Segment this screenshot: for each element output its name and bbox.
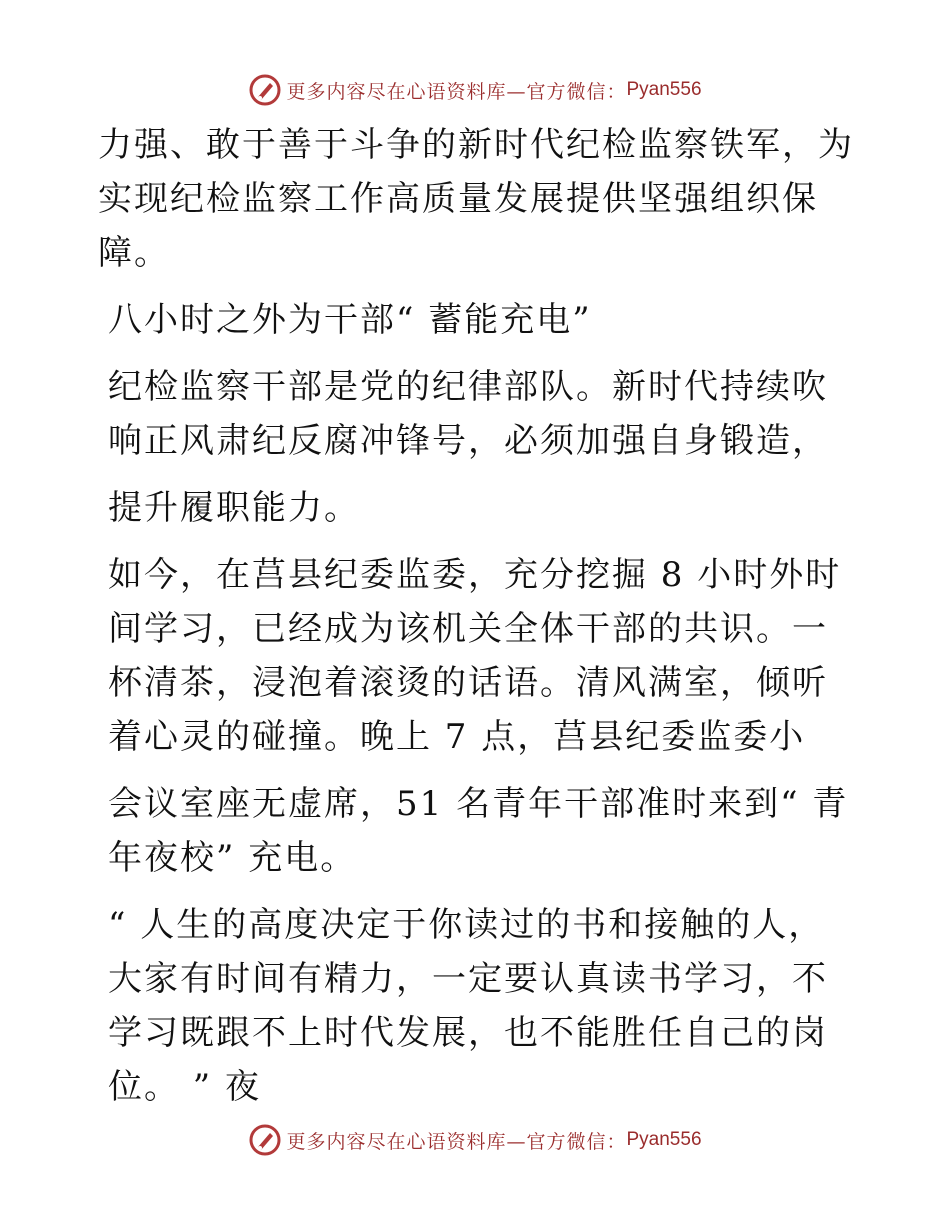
paragraph-3: 纪检监察干部是党的纪律部队。新时代持续吹响正风肃纪反腐冲锋号，必须加强自身锻造， (108, 367, 828, 461)
footer-banner-wechat-id: Pyan556 (626, 1129, 702, 1150)
paragraph-7: “ 人生的高度决定于你读过的书和接触的人，大家有时间有精力，一定要认真读书学习，不学习既跟不上时代发展，也不能胜任自己的岗位。 ” 夜 (108, 905, 828, 1107)
paragraph-1: 力强、敢于善于斗争的新时代纪检监察铁军，为实现纪检监察工作高质量发展提供坚强组织保障。 (98, 125, 854, 273)
pen-nib-logo-icon (248, 1123, 282, 1157)
paragraph-4: 提升履职能力。 (108, 488, 360, 528)
paragraph-2-subheading: 八小时之外为干部“ 蓄能充电” (108, 300, 592, 340)
paragraph-5: 如今，在莒县纪委监委，充分挖掘 8 小时外时间学习，已经成为该机关全体干部的共识。一杯清茶，浸泡着滚烫的话语。清风满室，倾听着心灵的碰撞。晚上 7 点，莒县纪委监委小 (108, 555, 842, 757)
footer-banner (0, 1120, 950, 1160)
pen-nib-logo-icon (248, 73, 282, 107)
paragraph-6: 会议室座无虚席，51 名青年干部准时来到“ 青年夜校” 充电。 (108, 784, 849, 878)
header-banner-text: 更多内容尽在心语资料库—官方微信： (286, 80, 627, 103)
header-banner-wechat-id: Pyan556 (626, 79, 702, 100)
header-banner (0, 70, 950, 110)
document-body (98, 118, 858, 1127)
footer-banner-text: 更多内容尽在心语资料库—官方微信： (286, 1130, 627, 1153)
